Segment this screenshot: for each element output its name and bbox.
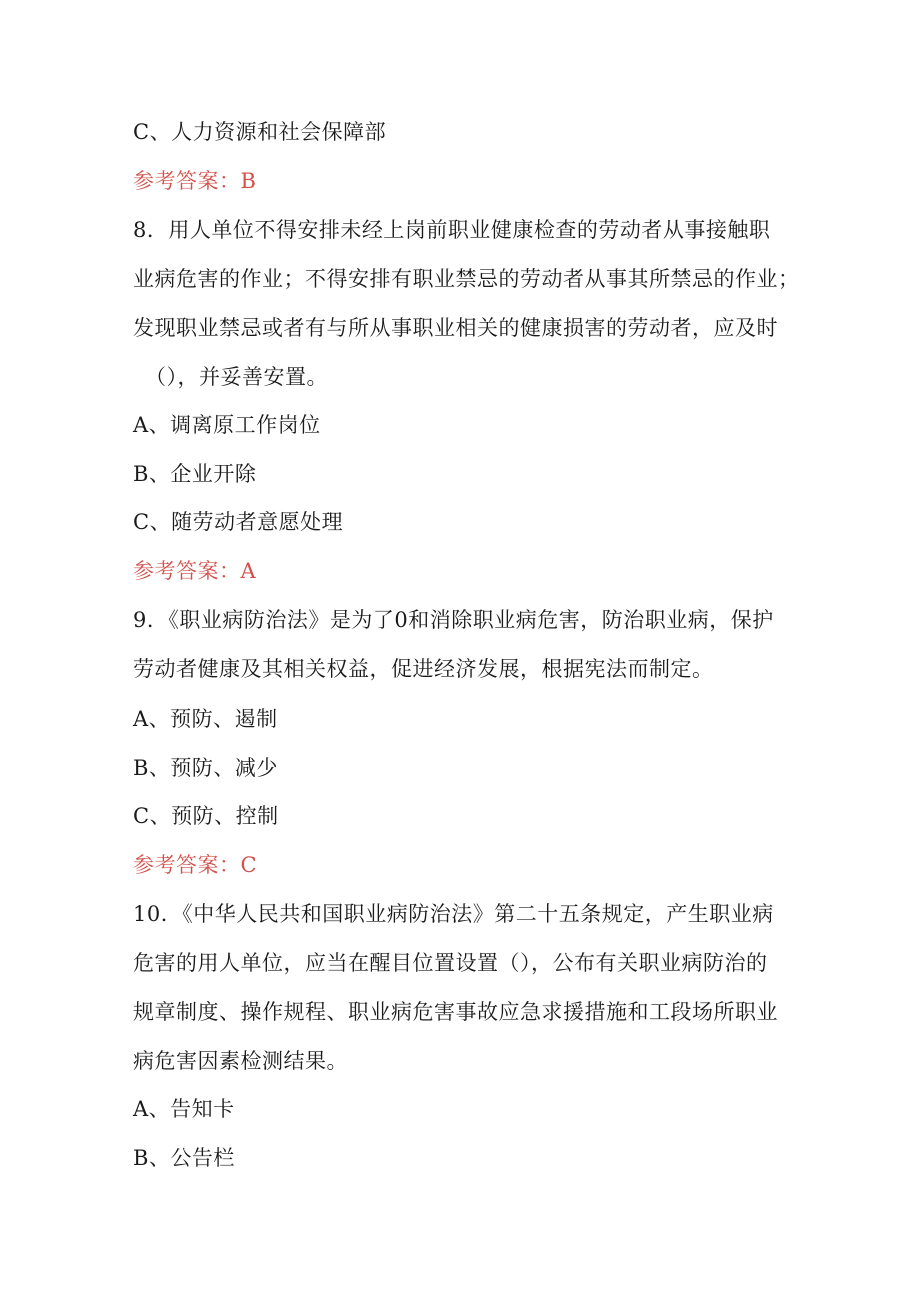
option-b-q8: B、企业开除 (133, 462, 257, 486)
option-a-q10: A、告知卡 (133, 1097, 235, 1121)
option-b-q9: B、预防、减少 (133, 756, 278, 780)
question-10-line-3: 规章制度、操作规程、职业病危害事故应急求援措施和工段场所职业 (133, 1000, 778, 1024)
option-c-q9: C、预防、控制 (133, 804, 279, 828)
question-8-line-2: 业病危害的作业；不得安排有职业禁忌的劳动者从事其所禁忌的作业； (133, 267, 800, 291)
option-c-q7: C、人力资源和社会保障部 (133, 120, 387, 144)
option-c-q8: C、随劳动者意愿处理 (133, 510, 344, 534)
question-10-line-2: 危害的用人单位，应当在醒目位置设置（），公布有关职业病防治的 (133, 951, 768, 975)
option-a-q9: A、预防、遏制 (133, 707, 278, 731)
option-b-q10: B、公告栏 (133, 1146, 235, 1170)
question-9-line-2: 劳动者健康及其相关权益，促进经济发展，根据宪法而制定。 (133, 657, 714, 681)
question-8-line-3: 发现职业禁忌或者有与所从事职业相关的健康损害的劳动者，应及时 (133, 316, 778, 340)
question-8-line-1: 8．用人单位不得安排未经上岗前职业健康检查的劳动者从事接触职 (133, 218, 771, 242)
option-a-q8: A、调离原工作岗位 (133, 413, 321, 437)
question-10-line-1: 10．《中华人民共和国职业病防治法》第二十五条规定，产生职业病 (133, 902, 774, 926)
answer-q7: 参考答案：B (133, 169, 257, 193)
question-8-line-4: （），并妥善安置。 (145, 365, 328, 389)
question-10-line-4: 病危害因素检测结果。 (133, 1049, 348, 1073)
answer-q8: 参考答案：A (133, 559, 257, 583)
question-9-line-1: 9．《职业病防治法》是为了0和消除职业病危害，防治职业病，保护 (133, 608, 774, 632)
answer-q9: 参考答案：C (133, 853, 258, 877)
